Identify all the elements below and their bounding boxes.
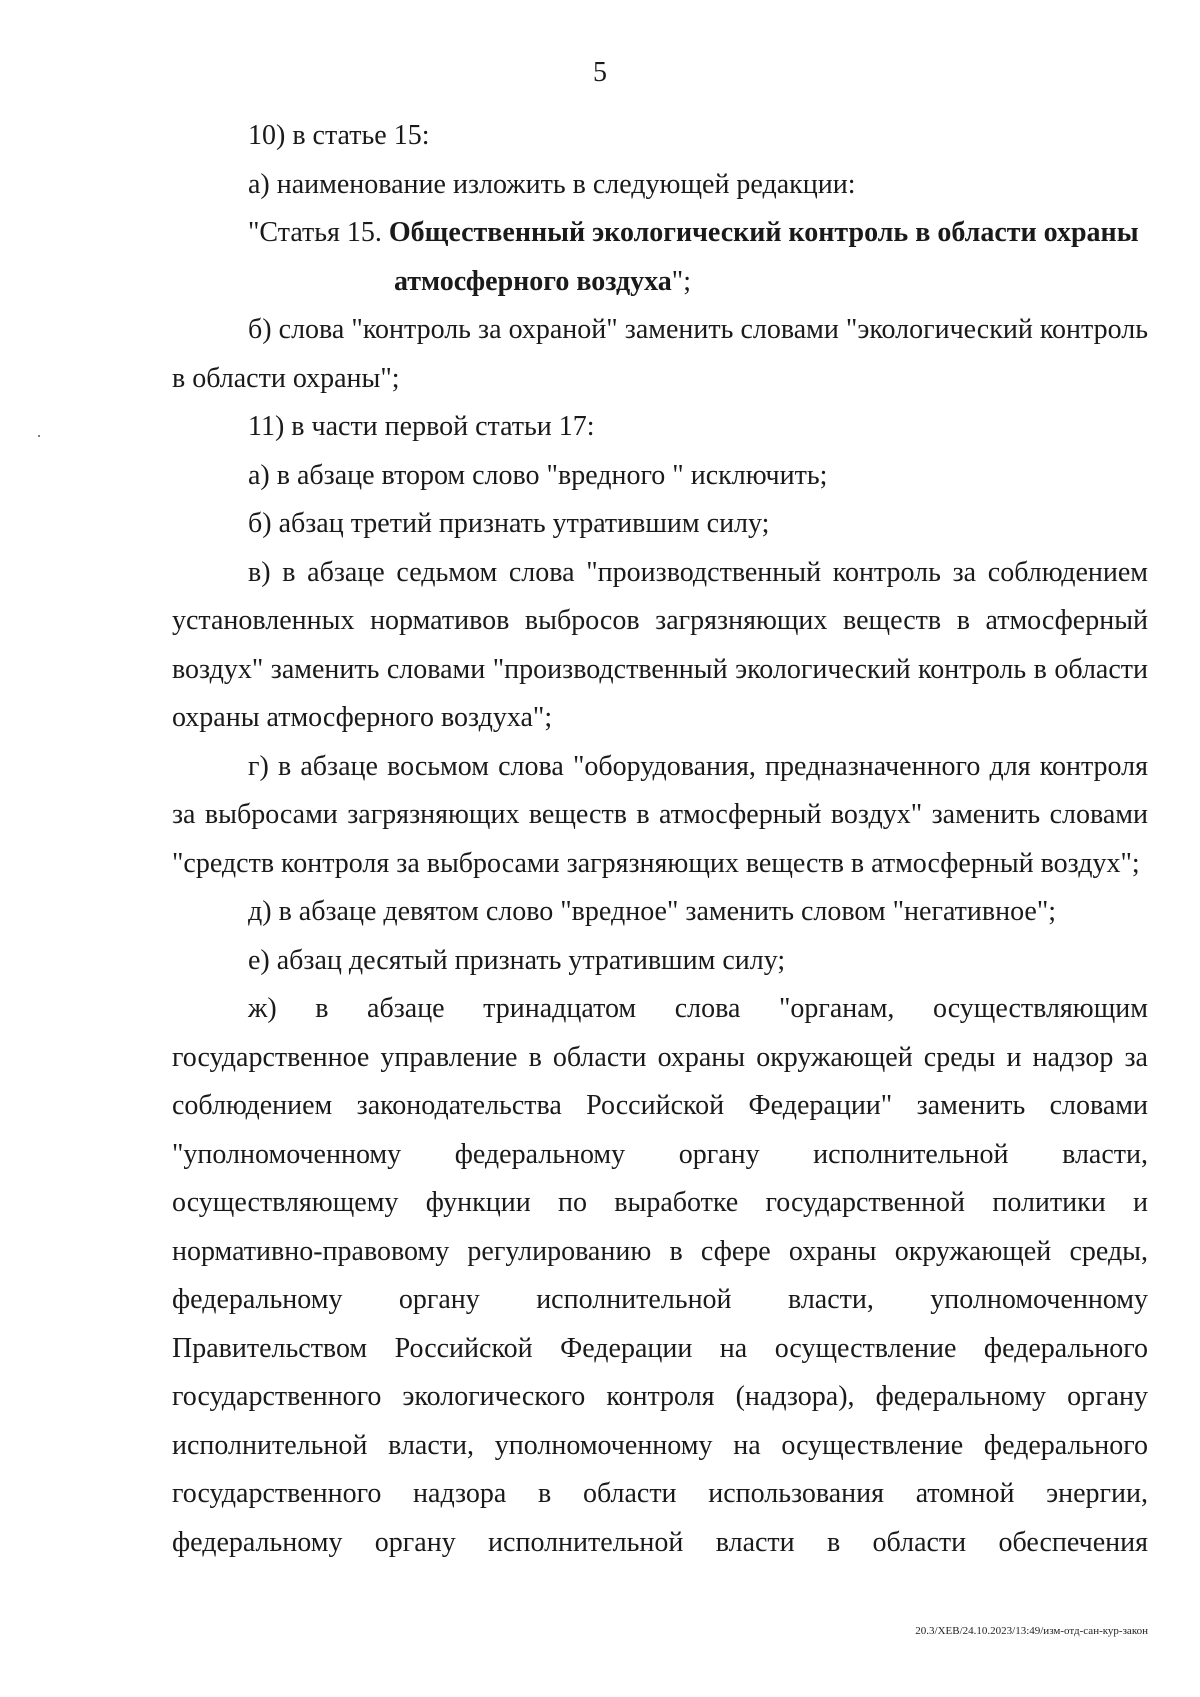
- item-11-v: в) в абзаце седьмом слова "производственный контроль за соблюдением установленных нормативов выбросов загрязняющих веществ в атмосферный воздух" заменить словами "производственный экологический контроль в области охраны атмосферного воздуха";: [172, 556, 1148, 733]
- item-11-d: д) в абзаце девятом слово "вредное" заменить словом "негативное";: [248, 896, 1057, 927]
- article-title-line-1: [248, 209, 1148, 258]
- article-title-bold-2: атмосферного воздуха: [394, 265, 672, 297]
- page-number: 5: [593, 57, 607, 88]
- item-10-b: б) слова "контроль за охраной" заменить словами "экологический контроль в области охраны";: [172, 314, 1148, 394]
- article-title-prefix: "Статья 15.: [248, 217, 389, 248]
- item-11-g: г) в абзаце восьмом слова "оборудования, предназначенного для контроля за выбросами загрязняющих веществ в атмосферный воздух" заменить словами "средств контроля за выбросами загрязняющих веществ в атмосферный воздух";: [172, 750, 1148, 879]
- item-10-intro: 10) в статье 15:: [248, 120, 430, 151]
- item-11-intro: 11) в части первой статьи 17:: [248, 411, 595, 442]
- article-title-suffix: ";: [671, 265, 692, 297]
- item-10-a: а) наименование изложить в следующей редакции:: [248, 168, 856, 200]
- article-title: [172, 209, 1148, 306]
- article-title-bold-1: Общественный экологический контроль в области охраны: [388, 217, 1139, 248]
- item-11-e: е) абзац десятый признать утратившим силу;: [248, 944, 786, 976]
- item-11-a: а) в абзаце втором слово "вредного " исключить;: [248, 459, 828, 491]
- document-footer-code: 20.3/ХЕВ/24.10.2023/13:49/изм-отд-сан-кур-закон: [915, 1625, 1148, 1637]
- article-title-line-2: [248, 258, 1148, 307]
- document-body: [172, 112, 1148, 1567]
- scan-artifact-dot: [38, 435, 40, 437]
- item-11-b: б) абзац третий признать утратившим силу;: [248, 508, 770, 539]
- item-11-zh: ж) в абзаце тринадцатом слова "органам, осуществляющим государственное управление в области охраны окружающей среды и надзор за соблюдением законодательства Российской Федерации" заменить словами "уполномоченному федеральному органу исполнительной власти, осуществляющему функции по выработке государственной политики и нормативно-правовому регулированию в сфере охраны окружающей среды, федеральному органу исполнительной власти, уполномоченному Правительством Российской Федерации на осуществление федерального государственного экологического контроля (надзора), федеральному органу исполнительной власти, уполномоченному на осуществление федерального государственного надзора в области использования атомной энергии, федеральному органу исполнительной власти в области обеспечения: [172, 993, 1148, 1558]
